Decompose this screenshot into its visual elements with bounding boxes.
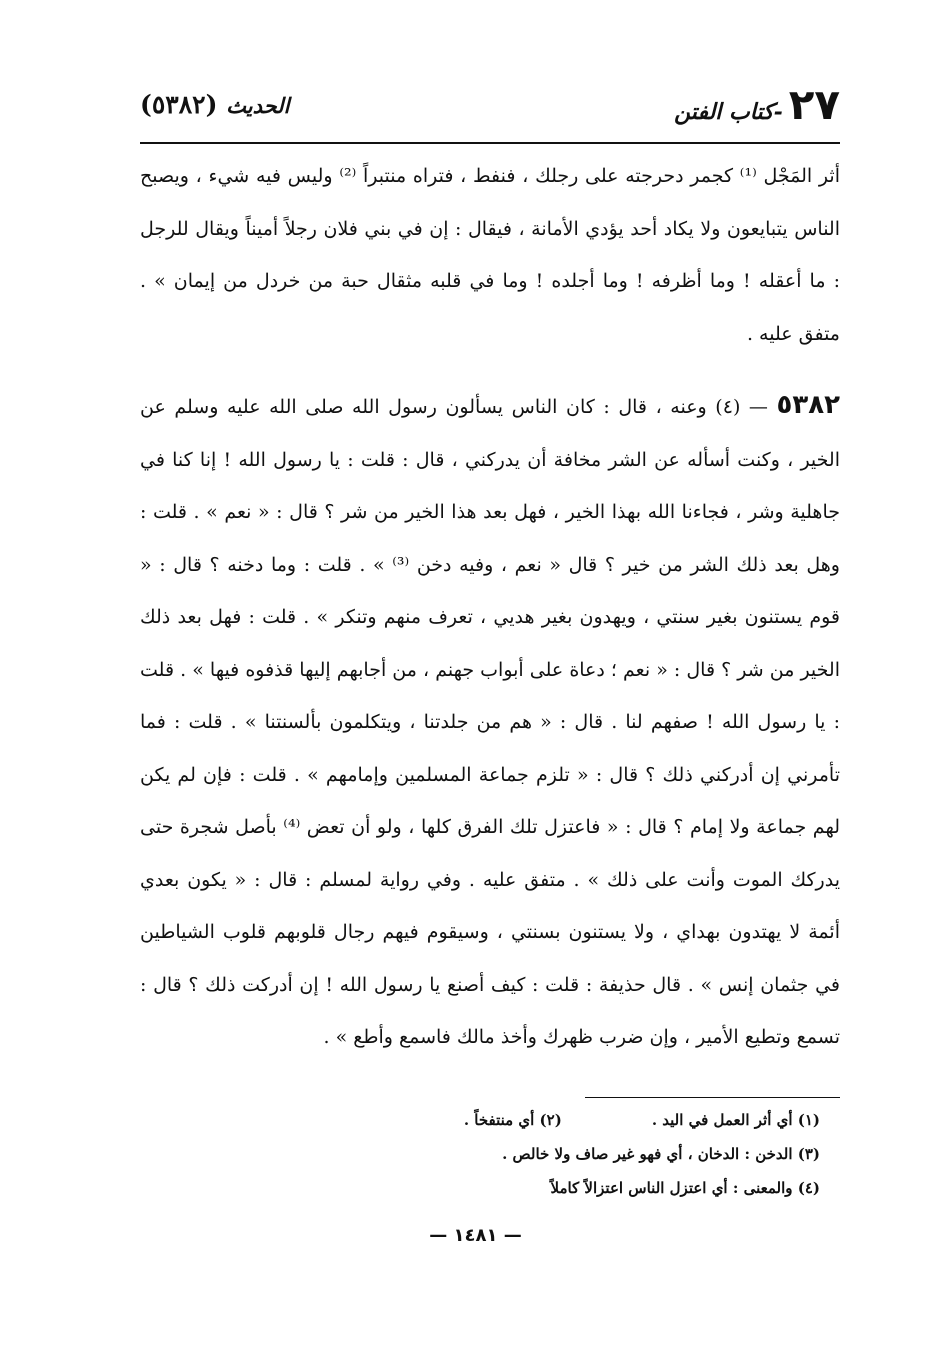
- footnote-1: (١) أي أثر العمل في اليد .: [651, 1111, 820, 1129]
- footnotes: [380, 1103, 820, 1205]
- footnote-row: [380, 1103, 820, 1137]
- hadith-range-heading: [140, 90, 289, 119]
- running-header: [140, 80, 840, 140]
- hadith-text: — (٤) وعنه ، قال : كان الناس يسألون رسول الله صلى الله عليه وسلم عن الخير ، وكنت أسأله عن الشر مخافة أن يدركني ، قال : قلت : يا رسول الله ! إنا كنا في جاهلية وشر ، فجاءنا الله بهذا الخير ، فهل بعد هذا الخير من شر ؟ قال : « نعم » . قلت : وهل بعد ذلك الشر من خير ؟ قال « نعم ، وفيه دخن ⁽³⁾ » . قلت : وما دخنه ؟ قال : « قوم يستنون بغير سنتي ، ويهدون بغير هديي ، تعرف منهم وتنكر » . قلت : فهل بعد ذلك الخير من شر ؟ قال : « نعم ؛ دعاة على أبواب جهنم ، من أجابهم إليها قذفوه فيها » . قلت : يا رسول الله ! صفهم لنا . قال : « هم من جلدتنا ، ويتكلمون بألسنتنا » . قلت : فما تأمرني إن أدركني ذلك ؟ قال : « تلزم جماعة المسلمين وإمامهم » . قلت : فإن لم يكن لهم جماعة ولا إمام ؟ قال : « فاعتزل تلك الفرق كلها ، ولو أن تعض ⁽⁴⁾ بأصل شجرة حتى يدركك الموت وأنت على ذلك » . متفق عليه . وفي رواية لمسلم : قال : « يكون بعدي أئمة لا يهتدون بهداي ، ولا يستنون بسنتي ، وسيقوم فيهم رجال قلوبهم قلوب الشياطين في جثمان إنس » . قال حذيفة : قلت : كيف أصنع يا رسول الله ! إن أدركت ذلك ؟ قال : تسمع وتطيع الأمير ، وإن ضرب ظهرك وأخذ مالك فاسمع وأطع » .: [140, 396, 840, 1048]
- hadith-paragraph: [140, 379, 840, 1064]
- main-text: [140, 150, 840, 1064]
- paragraph-gap: [140, 360, 840, 379]
- header-rule: [140, 142, 840, 144]
- hadith-label: الحديث: [226, 93, 290, 118]
- paragraph-continuation: أثر المَجْل ⁽¹⁾ كجمر دحرجته على رجلك ، فنفط ، فتراه منتبراً ⁽²⁾ وليس فيه شيء ، ويصبح الناس يتبايعون ولا يكاد أحد يؤدي الأمانة ، فيقال : إن في بني فلان رجلاً أميناً ويقال للرجل : ما أعقله ! وما أظرفه ! وما أجلده ! وما في قلبه مثقال حبة من خردل من إيمان » . متفق عليه .: [140, 165, 840, 345]
- chapter-number: ٢٧: [788, 80, 840, 129]
- footnote-2: (٢) أي منتفخاً .: [463, 1111, 562, 1129]
- footnote-rule: [585, 1097, 840, 1098]
- chapter-title: -كتاب الفتن: [674, 99, 783, 125]
- page-number: — ١٤٨١ —: [429, 1225, 522, 1246]
- chapter-heading: [674, 80, 840, 130]
- footnote-4: (٤) والمعنى : أي اعتزل الناس اعتزالاً كاملاً: [550, 1179, 820, 1197]
- hadith-range: (٥٣٨٢): [140, 90, 218, 119]
- footnote-3: (٣) الدخن : الدخان ، أي فهو غير صاف ولا خالص .: [502, 1145, 820, 1163]
- hadith-number: ٥٣٨٢: [776, 390, 840, 420]
